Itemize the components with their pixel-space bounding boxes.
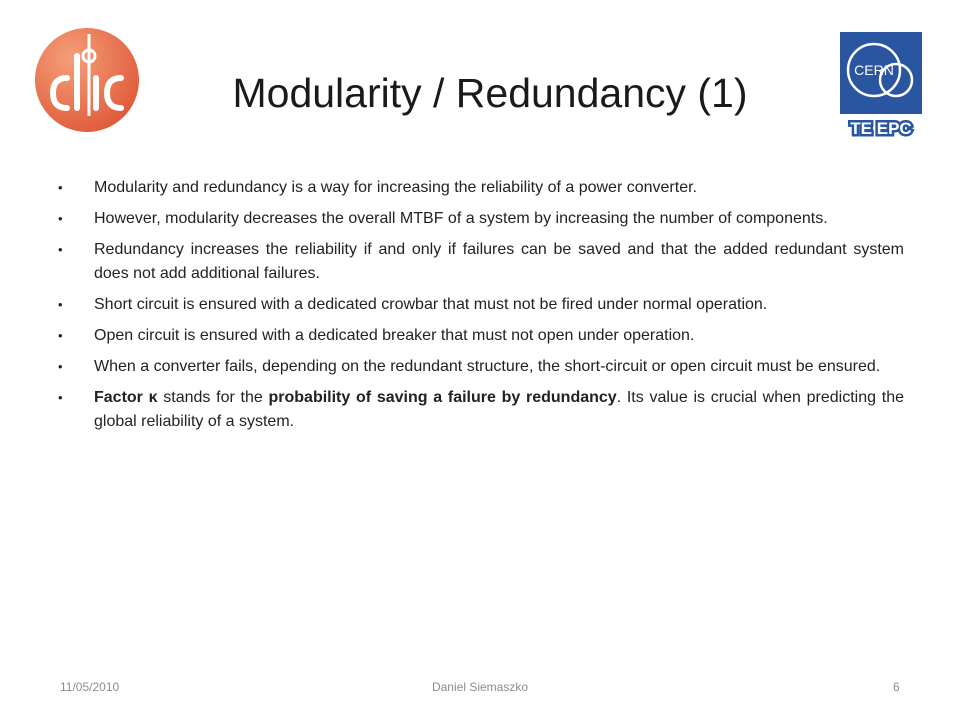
footer-date: 11/05/2010 xyxy=(60,680,120,694)
bullet-dot: • xyxy=(58,180,63,195)
bullet-dot: • xyxy=(58,297,63,312)
bullet-text xyxy=(94,389,904,430)
bullet-item xyxy=(56,355,904,379)
bullet-item xyxy=(56,386,904,434)
bullet-item xyxy=(56,324,904,348)
svg-text:CERN: CERN xyxy=(854,62,894,78)
bullet-item xyxy=(56,238,904,286)
bullet-item xyxy=(56,176,904,200)
bullet-text: Short circuit is ensured with a dedicated crowbar that must not be fired under normal operation. xyxy=(94,296,768,313)
bullet-dot: • xyxy=(58,390,63,405)
bullet-text: Open circuit is ensured with a dedicated breaker that must not open under operation. xyxy=(94,327,695,344)
bullet-text-part: stands for the xyxy=(157,389,269,406)
bullet-dot: • xyxy=(58,328,63,343)
bullet-text-part: . Its value is crucial when predicting the global reliability of a system. xyxy=(94,389,904,430)
clic-logo xyxy=(33,26,141,134)
cern-logo xyxy=(838,30,924,138)
bullet-text: Modularity and redundancy is a way for increasing the reliability of a power converter. xyxy=(94,179,697,196)
bullet-dot: • xyxy=(58,359,63,374)
page-number: 6 xyxy=(893,680,900,694)
bullet-text: However, modularity decreases the overall MTBF of a system by increasing the number of components. xyxy=(94,210,828,227)
footer-author: Daniel Siemaszko xyxy=(431,680,529,694)
slide-title: Modularity / Redundancy (1) xyxy=(232,70,748,116)
bullet-dot: • xyxy=(58,211,63,226)
factor-term: Factor κ xyxy=(94,389,158,406)
bullet-item xyxy=(56,207,904,231)
bullet-dot: • xyxy=(58,242,63,257)
bullet-item xyxy=(56,293,904,317)
bullet-text: Redundancy increases the reliability if and only if failures can be saved and that the added redundant system does not add additional failures. xyxy=(94,241,904,282)
bullet-list xyxy=(56,176,904,441)
svg-text:TE EPC: TE EPC xyxy=(850,119,912,138)
bullet-text: When a converter fails, depending on the redundant structure, the short-circuit or open circuit must be ensured. xyxy=(94,358,881,375)
probability-term: probability of saving a failure by redundancy xyxy=(268,389,617,406)
